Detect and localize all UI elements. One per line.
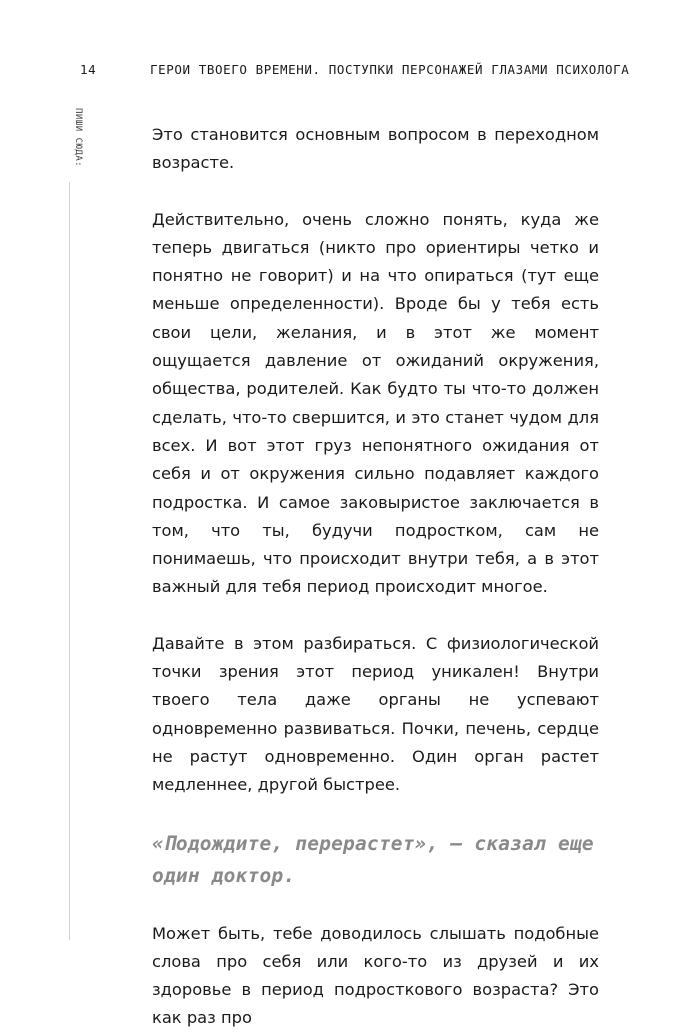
paragraph: Действительно, очень сложно понять, куда же теперь двигаться (никто про ориентиры четко и понятно не говорит) и на что опираться (тут еще меньше определенности). Вроде бы у тебя есть свои цели, желания, и в этот же момент ощущается давление от ожиданий окружения, общества, родителей. Как будто ты что-то должен сделать, что-то свершится, и это станет чудом для всех. И вот этот груз непонятного ожидания от себя и от окружения сильно подавляет каждого подростка. И самое заковыристое заключается в том, что ты, будучи подростком, сам не понимаешь, что происходит внутри тебя, а в этот важный для тебя период происходит многое. [152,209,599,597]
paragraph: Может быть, тебе доводилось слышать подобные слова про себя или кого-то из друзей и их здоровье в период подросткового возраста? Это как раз про [152,923,599,1028]
paragraph: Это становится основным вопросом в переходном возрасте. [152,125,599,173]
notes-margin-line [69,182,70,940]
page-number: 14 [80,62,97,77]
running-header [80,62,641,84]
notes-margin-label: ПИШИ СЮДА: [73,108,83,168]
paragraph: Давайте в этом разбираться. С физиологической точки зрения этот период уникален! Внутри твоего тела даже органы не успевают одновременно развиваться. Почки, печень, сердце не растут одновременно. Один орган растет медленнее, другой быстрее. [152,633,599,795]
pull-quote: «Подождите, перерастет», — сказал еще один доктор. [152,831,594,887]
running-title: ГЕРОИ ТВОЕГО ВРЕМЕНИ. ПОСТУПКИ ПЕРСОНАЖЕЙ ГЛАЗАМИ ПСИХОЛОГА [150,62,630,77]
page-body [152,121,599,1033]
